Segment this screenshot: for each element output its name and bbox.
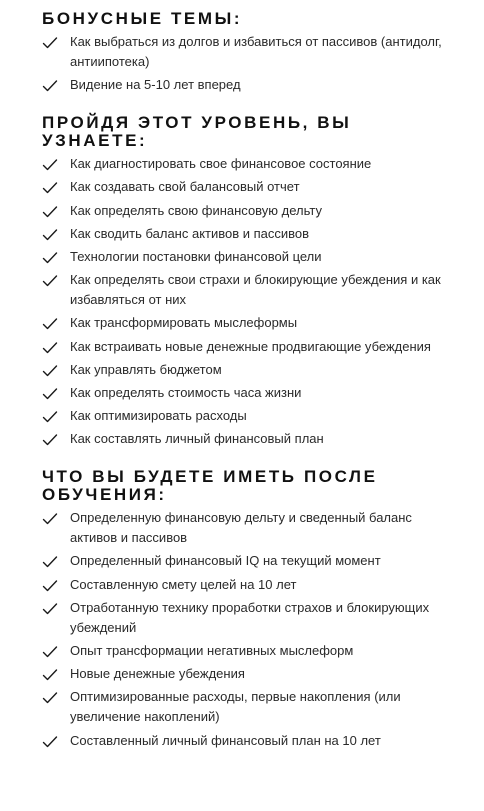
check-icon <box>42 274 58 288</box>
list-item <box>42 406 444 426</box>
list-item-text: Видение на 5-10 лет вперед <box>70 77 241 93</box>
check-icon <box>42 387 58 401</box>
list-item-text: Как диагностировать свое финансовое состояние <box>70 156 372 172</box>
list-item <box>42 247 444 267</box>
section-results <box>42 468 444 750</box>
list-item <box>42 270 444 310</box>
list-item <box>42 313 444 333</box>
list-item-text: Как выбраться из долгов и избавиться от пассивов (антидолг, антиипотека) <box>70 34 442 69</box>
list-item <box>42 224 444 244</box>
list-item-text: Оптимизированные расходы, первые накопления (или увеличение накоплений) <box>70 689 401 725</box>
list-item <box>42 75 444 95</box>
check-icon <box>42 364 58 378</box>
list-item-text: Определенную финансовую дельту и сведенный баланс активов и пассивов <box>70 510 412 546</box>
list-item <box>42 641 444 661</box>
list-item <box>42 508 444 548</box>
check-icon <box>42 228 58 242</box>
check-icon <box>42 579 58 593</box>
check-icon <box>42 158 58 172</box>
list-item-text: Отработанную технику проработки страхов и блокирующих убеждений <box>70 599 430 635</box>
list-item-text: Как определять свою финансовую дельту <box>70 202 322 218</box>
list-item <box>42 337 444 357</box>
list-item <box>42 154 444 174</box>
check-icon <box>42 433 58 447</box>
list-item-text: Как составлять личный финансовый план <box>70 431 324 447</box>
check-icon <box>42 251 58 265</box>
list-item-text: Составленный личный финансовый план на 10 лет <box>70 732 381 748</box>
check-icon <box>42 79 58 93</box>
list-item <box>42 177 444 197</box>
list-item-text: Как создавать свой балансовый отчет <box>70 179 300 195</box>
check-icon <box>42 668 58 682</box>
list-item <box>42 575 444 595</box>
list-item <box>42 687 444 727</box>
check-icon <box>42 512 58 526</box>
list-item-text: Опыт трансформации негативных мыслеформ <box>70 643 354 658</box>
list-item <box>42 551 444 571</box>
check-icon <box>42 317 58 331</box>
list-item-text: Составленную смету целей на 10 лет <box>70 576 297 592</box>
section-heading: ЧТО ВЫ БУДЕТЕ ИМЕТЬ ПОСЛЕ ОБУЧЕНИЯ: <box>42 467 378 505</box>
list-item-text: Как встраивать новые денежные продвигающие убеждения <box>70 338 431 354</box>
list-item <box>42 429 444 449</box>
list-item <box>42 598 444 638</box>
checklist <box>42 32 444 95</box>
check-icon <box>42 181 58 195</box>
checklist <box>42 154 444 449</box>
section-heading: БОНУСНЫЕ ТЕМЫ: <box>42 9 243 28</box>
section-bonus-topics <box>42 10 444 95</box>
list-item-text: Как управлять бюджетом <box>70 361 222 377</box>
list-item <box>42 201 444 221</box>
list-item <box>42 664 444 684</box>
list-item <box>42 731 444 751</box>
list-item-text: Как трансформировать мыслеформы <box>70 315 298 331</box>
check-icon <box>42 735 58 749</box>
check-icon <box>42 602 58 616</box>
section-learn <box>42 114 444 449</box>
list-item-text: Как сводить баланс активов и пассивов <box>70 225 310 241</box>
list-item-text: Как определять свои страхи и блокирующие убеждения и как избавляться от них <box>70 272 441 308</box>
checklist <box>42 508 444 750</box>
check-icon <box>42 645 58 659</box>
list-item-text: Новые денежные убеждения <box>70 666 245 682</box>
check-icon <box>42 691 58 705</box>
list-item-text: Определенный финансовый IQ на текущий момент <box>70 553 381 569</box>
list-item <box>42 32 444 72</box>
check-icon <box>42 205 58 219</box>
check-icon <box>42 555 58 569</box>
list-item-text: Как оптимизировать расходы <box>70 408 247 424</box>
check-icon <box>42 410 58 424</box>
list-item <box>42 360 444 380</box>
list-item-text: Как определять стоимость часа жизни <box>70 384 302 400</box>
list-item <box>42 383 444 403</box>
list-item-text: Технологии постановки финансовой цели <box>70 248 322 264</box>
check-icon <box>42 36 58 50</box>
section-heading: ПРОЙДЯ ЭТОТ УРОВЕНЬ, ВЫ УЗНАЕТЕ: <box>42 113 352 151</box>
check-icon <box>42 341 58 355</box>
